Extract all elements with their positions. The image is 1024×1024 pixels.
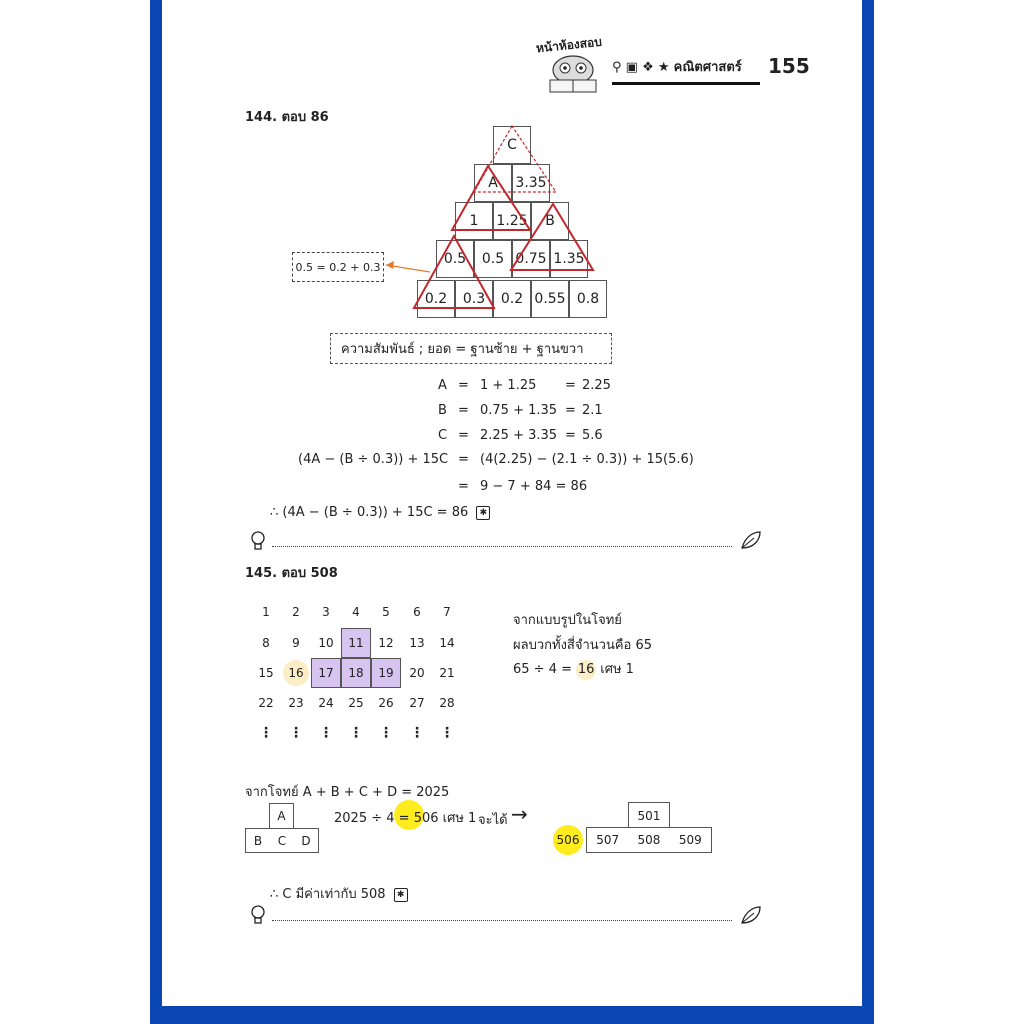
result-bottom-row xyxy=(586,827,712,853)
q145-conclusion-text: ∴ C มีค่าเท่ากับ 508 xyxy=(270,887,386,902)
grid-cell: 9 xyxy=(292,636,300,650)
result-cell: 507 xyxy=(596,833,620,847)
result-cell: 508 xyxy=(637,833,661,847)
grid-cell: 10 xyxy=(318,636,334,650)
sum-note: 0.5 = 0.2 + 0.3 xyxy=(292,252,384,282)
grid-cell: 7 xyxy=(443,605,451,619)
dotted-divider xyxy=(272,920,732,921)
lightbulb-icon xyxy=(250,531,266,555)
eq-expression-equals: = xyxy=(458,452,469,467)
eq-a-var: A xyxy=(438,378,447,393)
grid-cell: 28 xyxy=(439,696,455,710)
grid-cell: 8 xyxy=(262,636,270,650)
star-box-icon: ✱ xyxy=(394,888,408,902)
eq-b-expr: 0.75 + 1.35 xyxy=(480,403,558,418)
eq-c-expr: 2.25 + 3.35 xyxy=(480,428,558,443)
shape-cell-c: C xyxy=(277,833,287,848)
grid-cell: 12 xyxy=(378,636,394,650)
q145-title: 145. ตอบ 508 xyxy=(245,566,338,581)
pattern-note-line1: จากแบบรูปในโจทย์ xyxy=(513,613,622,628)
pyramid-cell: C xyxy=(493,126,531,164)
grid-cell: 24 xyxy=(318,696,334,710)
pyramid-cell: 0.3 xyxy=(455,280,493,318)
calc-post: เศษ 1 xyxy=(442,811,477,826)
eq-expression-left: (4A − (B ÷ 0.3)) + 15C xyxy=(298,452,449,467)
grid-continuation-dots: ⋮ xyxy=(259,725,273,741)
eq-a-result: 2.25 xyxy=(582,378,611,393)
grid-cell: 4 xyxy=(352,605,360,619)
q144-title: 144. ตอบ 86 xyxy=(245,110,329,125)
eq-c-var: C xyxy=(438,428,448,443)
pyramid-cell: 1 xyxy=(455,202,493,240)
grid-cell: 5 xyxy=(382,605,390,619)
dotted-divider xyxy=(272,546,732,547)
grid-cell: 3 xyxy=(322,605,330,619)
grid-cell-shaded: 17 xyxy=(311,658,341,688)
shape-cell-d: D xyxy=(301,833,311,848)
page-number: 155 xyxy=(768,54,810,78)
eq-a-equals: = xyxy=(458,378,469,393)
eq-c-equals: = xyxy=(458,428,469,443)
grid-cell: 25 xyxy=(348,696,364,710)
grid-cell-shaded: 18 xyxy=(341,658,371,688)
grid-cell: 21 xyxy=(439,666,455,680)
result-cell: 509 xyxy=(678,833,702,847)
division-calc xyxy=(334,807,476,828)
given-equation: จากโจทย์ A + B + C + D = 2025 xyxy=(245,785,450,800)
side-eq-pre: 65 ÷ 4 = xyxy=(513,662,572,677)
grid-cell: 14 xyxy=(439,636,455,650)
q144-conclusion xyxy=(270,505,490,520)
header-icons: ⚲ ▣ ❖ ★ xyxy=(612,60,674,75)
pyramid-cell: 0.5 xyxy=(474,240,512,278)
pyramid-cell: 0.5 xyxy=(436,240,474,278)
grid-continuation-dots: ⋮ xyxy=(440,725,454,741)
star-box-icon: ✱ xyxy=(476,506,490,520)
shape-cell-b: B xyxy=(253,833,263,848)
grid-cell: 13 xyxy=(409,636,425,650)
grid-cell: 22 xyxy=(258,696,274,710)
q144-conclusion-text: ∴ (4A − (B ÷ 0.3)) + 15C = 86 xyxy=(270,505,469,520)
grid-continuation-dots: ⋮ xyxy=(319,725,333,741)
grid-cell: 27 xyxy=(409,696,425,710)
get-label: จะได้ xyxy=(478,813,508,828)
eq-a-equals2: = xyxy=(565,378,576,393)
pattern-note-line3 xyxy=(513,658,634,680)
pyramid-cell: 0.75 xyxy=(512,240,550,278)
grid-cell: 1 xyxy=(262,605,270,619)
calc-pre: 2025 ÷ 4 = xyxy=(334,811,410,826)
subject-title: คณิตศาสตร์ xyxy=(673,60,742,75)
result-top-cell: 501 xyxy=(628,802,670,828)
grid-continuation-dots: ⋮ xyxy=(349,725,363,741)
grid-continuation-dots: ⋮ xyxy=(289,725,303,741)
leaf-icon xyxy=(740,530,762,554)
result-cell-506: 506 xyxy=(556,833,580,847)
shape-bottom-row xyxy=(245,828,319,853)
eq-expression-right: (4(2.25) − (2.1 ÷ 0.3)) + 15(5.6) xyxy=(480,452,694,467)
grid-continuation-dots: ⋮ xyxy=(379,725,393,741)
grid-cell: 23 xyxy=(288,696,304,710)
side-eq-post: เศษ 1 xyxy=(600,662,634,677)
pyramid-cell: 0.55 xyxy=(531,280,569,318)
pyramid-cell: 1.35 xyxy=(550,240,588,278)
eq-b-equals: = xyxy=(458,403,469,418)
pyramid-cell: 0.8 xyxy=(569,280,607,318)
mascot-text: หน้าห้องสอบ xyxy=(535,34,603,56)
right-arrow-icon: → xyxy=(511,802,528,826)
pattern-note-line2: ผลบวกทั้งสี่จำนวนคือ 65 xyxy=(513,638,653,653)
pyramid-cell: A xyxy=(474,164,512,202)
pyramid-cell: 3.35 xyxy=(512,164,550,202)
grid-cell-shaded: 19 xyxy=(371,658,401,688)
eq-expression-result: 9 − 7 + 84 = 86 xyxy=(480,479,588,494)
pyramid-cell: B xyxy=(531,202,569,240)
pyramid-cell: 1.25 xyxy=(493,202,531,240)
grid-cell: 20 xyxy=(409,666,425,680)
grid-continuation-dots: ⋮ xyxy=(410,725,424,741)
eq-c-equals2: = xyxy=(565,428,576,443)
eq-b-equals2: = xyxy=(565,403,576,418)
grid-cell: 26 xyxy=(378,696,394,710)
eq-expression-equals2: = xyxy=(458,479,469,494)
shape-cell-a: A xyxy=(269,803,294,828)
eq-b-var: B xyxy=(438,403,447,418)
calc-highlight: 506 xyxy=(413,811,439,826)
lightbulb-icon xyxy=(250,905,266,929)
pyramid-cell: 0.2 xyxy=(493,280,531,318)
q145-conclusion xyxy=(270,883,408,904)
grid-cell: 15 xyxy=(258,666,274,680)
grid-cell: 2 xyxy=(292,605,300,619)
relation-box: ความสัมพันธ์ ; ยอด = ฐานซ้าย + ฐานขวา xyxy=(330,333,612,364)
eq-a-expr: 1 + 1.25 xyxy=(480,378,537,393)
eq-b-result: 2.1 xyxy=(582,403,603,418)
eq-c-result: 5.6 xyxy=(582,428,603,443)
side-eq-highlight: 16 xyxy=(576,660,596,680)
grid-cell-highlighted: 16 xyxy=(283,660,309,686)
pyramid-cell: 0.2 xyxy=(417,280,455,318)
grid-cell: 6 xyxy=(413,605,421,619)
leaf-icon xyxy=(740,905,762,929)
grid-cell-shaded: 11 xyxy=(341,628,371,658)
